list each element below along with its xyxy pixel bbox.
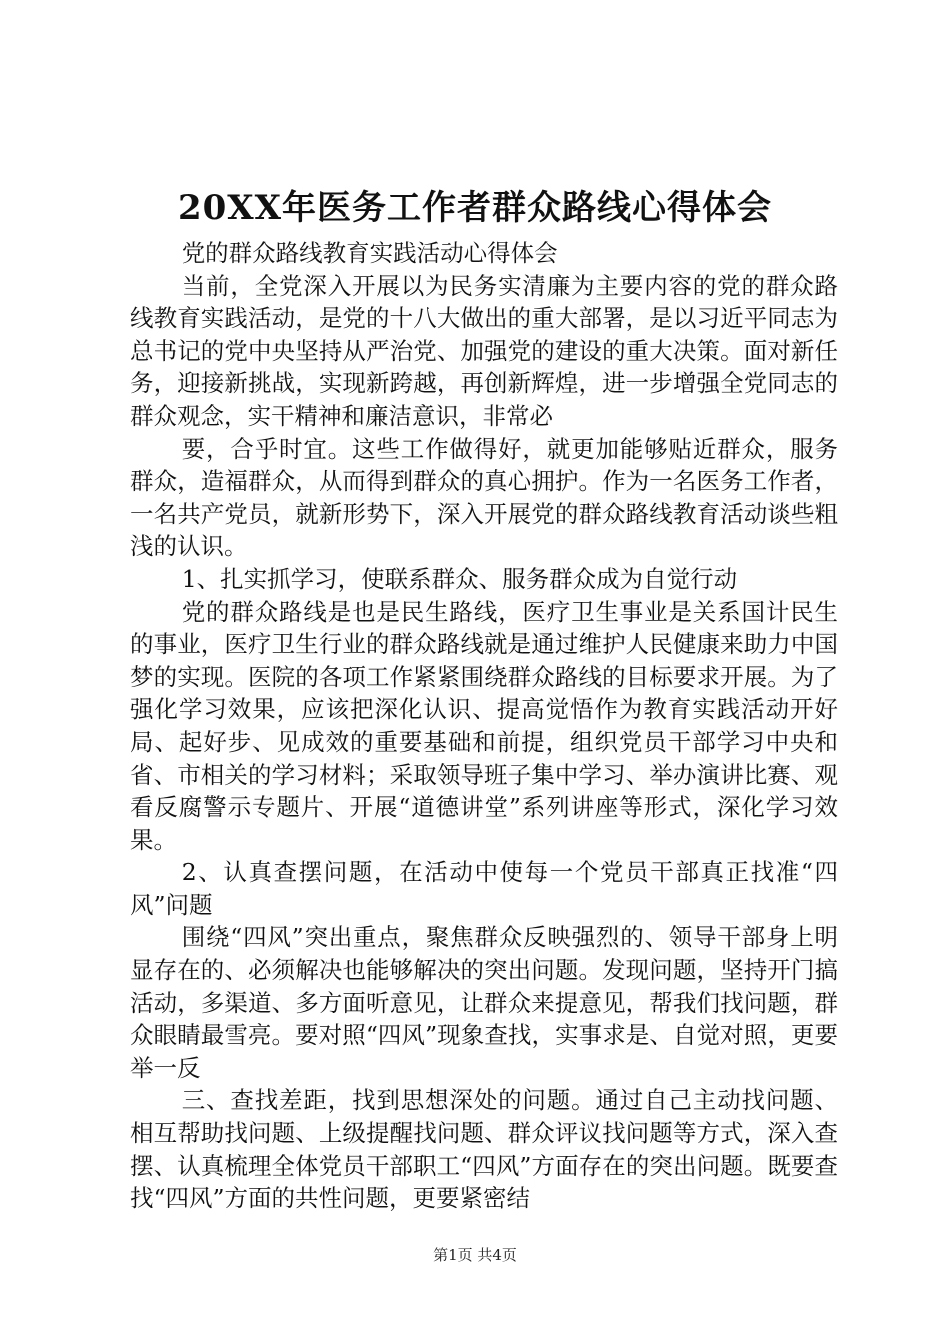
paragraph: 党的群众路线是也是民生路线，医疗卫生事业是关系国计民生的事业，医疗卫生行业的群众路线就是通过维护人民健康来助力中国梦的实现。医院的各项工作紧紧围绕群众路线的目标要求开展。为了强化学习效果，应该把深化认识、提高觉悟作为教育实践活动开好局、起好步、见成效的重要基础和前提，组织党员干部学习中央和省、市相关的学习材料；采取领导班子集中学习、举办演讲比赛、观看反腐警示专题片、开展“道德讲堂”系列讲座等形式，深化学习效果。 — [130, 597, 838, 854]
page-number-footer: 第1页 共4页 — [433, 1246, 517, 1264]
paragraph: 当前，全党深入开展以为民务实清廉为主要内容的党的群众路线教育实践活动，是党的十八大做出的重大部署，是以习近平同志为总书记的党中央坚持从严治党、加强党的建设的重大决策。面对新任务，迎接新挑战，实现新跨越，再创新辉煌，进一步增强全党同志的群众观念，实干精神和廉洁意识，非常必 — [130, 271, 838, 430]
document-title: 20XX年医务工作者群众路线心得体会 — [177, 188, 773, 228]
paragraph: 要，合乎时宜。这些工作做得好，就更加能够贴近群众，服务群众，造福群众，从而得到群众的真心拥护。作为一名医务工作者，一名共产党员，就新形势下，深入开展党的群众路线教育活动谈些粗浅的认识。 — [130, 434, 838, 561]
paragraph: 围绕“四风”突出重点，聚焦群众反映强烈的、领导干部身上明显存在的、必须解决也能够解决的突出问题。发现问题，坚持开门搞活动，多渠道、多方面听意见，让群众来提意见，帮我们找问题，群众眼睛最雪亮。要对照“四风”现象查找，实事求是、自觉对照，更要举一反 — [130, 923, 838, 1082]
document-body — [130, 237, 838, 1215]
section-heading: 1、扎实抓学习，使联系群众、服务群众成为自觉行动 — [181, 564, 738, 593]
paragraph: 党的群众路线教育实践活动心得体会 — [181, 239, 558, 267]
section-heading: 2、认真查摆问题，在活动中使每一个党员干部真正找准“四风”问题 — [130, 858, 838, 919]
paragraph: 三、查找差距，找到思想深处的问题。通过自己主动找问题、相互帮助找问题、上级提醒找问题、群众评议找问题等方式，深入查摆、认真梳理全体党员干部职工“四风”方面存在的突出问题。既要查找“四风”方面的共性问题，更要紧密结 — [130, 1086, 838, 1213]
